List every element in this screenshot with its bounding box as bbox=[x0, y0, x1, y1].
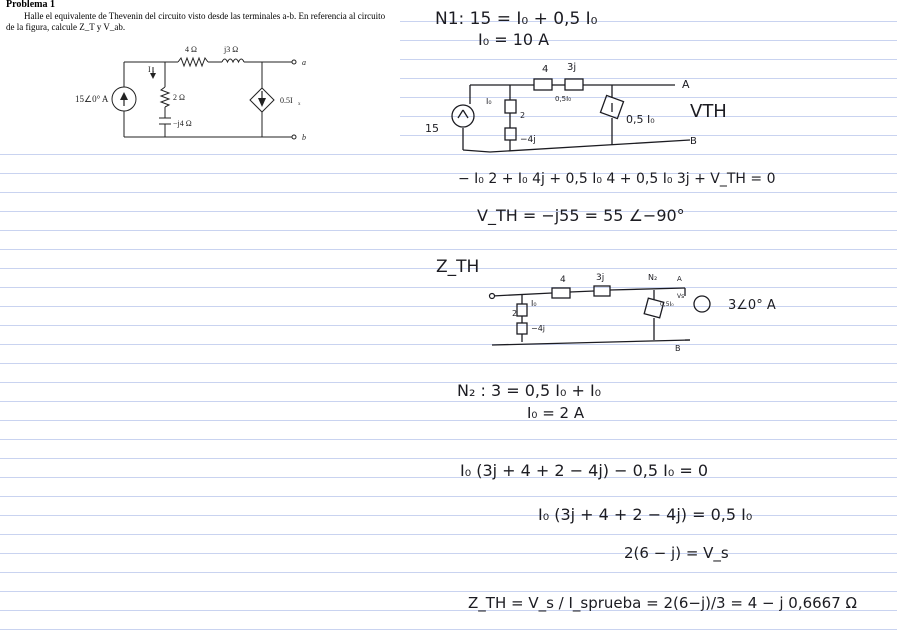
mesh-equation: I₀ (3j + 4 + 2 − 4j) − 0,5 I₀ = 0 bbox=[460, 461, 709, 480]
svg-text:Vs: Vs bbox=[677, 293, 685, 300]
svg-text:0,5I₀: 0,5I₀ bbox=[555, 95, 572, 103]
problem-text: Halle el equivalente de Thevenin del circuito visto desde las terminales a-b. En referencia al circuito de la figura, calcule Z_T y V_ab. bbox=[6, 11, 386, 32]
circuit-sketch-1 bbox=[425, 62, 727, 152]
ix-label: I bbox=[148, 65, 151, 74]
svg-text:−4j: −4j bbox=[520, 135, 536, 145]
terminal-b: b bbox=[302, 133, 306, 142]
ix-sub: x bbox=[152, 71, 155, 76]
io-equation: I₀ = 10 A bbox=[478, 30, 550, 49]
svg-text:2: 2 bbox=[520, 111, 526, 120]
vs-equation: 2(6 − j) = V_s bbox=[624, 544, 729, 562]
svg-text:B: B bbox=[675, 344, 681, 353]
circuit-sketch-2 bbox=[490, 273, 776, 353]
svg-text:I₀: I₀ bbox=[531, 299, 537, 308]
svg-text:4: 4 bbox=[560, 275, 566, 285]
svg-text:2: 2 bbox=[512, 309, 518, 318]
source-label: 15∠0° A bbox=[75, 94, 109, 104]
terminal-a: a bbox=[302, 58, 306, 67]
mesh-equation-2: I₀ (3j + 4 + 2 − 4j) = 0,5 I₀ bbox=[538, 505, 753, 524]
l3-label: j3 Ω bbox=[224, 45, 239, 54]
zth-final-equation: Z_TH = V_s / I_sprueba = 2(6−j)/3 = 4 − j 0,6667 Ω bbox=[468, 594, 857, 612]
kvl-equation: − I₀ 2 + I₀ 4j + 0,5 I₀ 4 + 0,5 I₀ 3j + V_TH = 0 bbox=[458, 171, 776, 187]
dep-sub: x bbox=[298, 102, 301, 107]
probe-source-label: 3∠0° A bbox=[728, 298, 776, 313]
svg-text:0,5I₀: 0,5I₀ bbox=[660, 301, 674, 308]
zth-heading: Z_TH bbox=[436, 257, 480, 277]
r4-label: 4 Ω bbox=[185, 45, 197, 54]
problem-title: Problema 1 bbox=[6, 0, 55, 10]
svg-text:A: A bbox=[682, 78, 690, 91]
n1-equation: N1: 15 = I₀ + 0,5 I₀ bbox=[435, 9, 598, 29]
n2-equation: N₂ : 3 = 0,5 I₀ + I₀ bbox=[457, 381, 602, 400]
svg-text:3j: 3j bbox=[596, 273, 605, 283]
svg-text:3j: 3j bbox=[567, 62, 577, 73]
svg-text:4: 4 bbox=[542, 64, 549, 75]
svg-text:0,5 I₀: 0,5 I₀ bbox=[626, 113, 655, 126]
c4-label: −j4 Ω bbox=[173, 119, 192, 128]
svg-text:N₂: N₂ bbox=[648, 273, 658, 282]
vth-equation: V_TH = −j55 = 55 ∠−90° bbox=[477, 206, 685, 225]
r2-label: 2 Ω bbox=[173, 93, 185, 102]
svg-text:−4j: −4j bbox=[531, 324, 546, 333]
svg-text:VTH: VTH bbox=[690, 101, 727, 122]
dep-label: 0.5I bbox=[280, 96, 293, 105]
svg-text:B: B bbox=[690, 136, 697, 147]
io2-equation: I₀ = 2 A bbox=[527, 404, 585, 422]
svg-text:15: 15 bbox=[425, 122, 439, 135]
svg-text:A: A bbox=[677, 275, 682, 283]
svg-text:I₀: I₀ bbox=[486, 97, 492, 106]
